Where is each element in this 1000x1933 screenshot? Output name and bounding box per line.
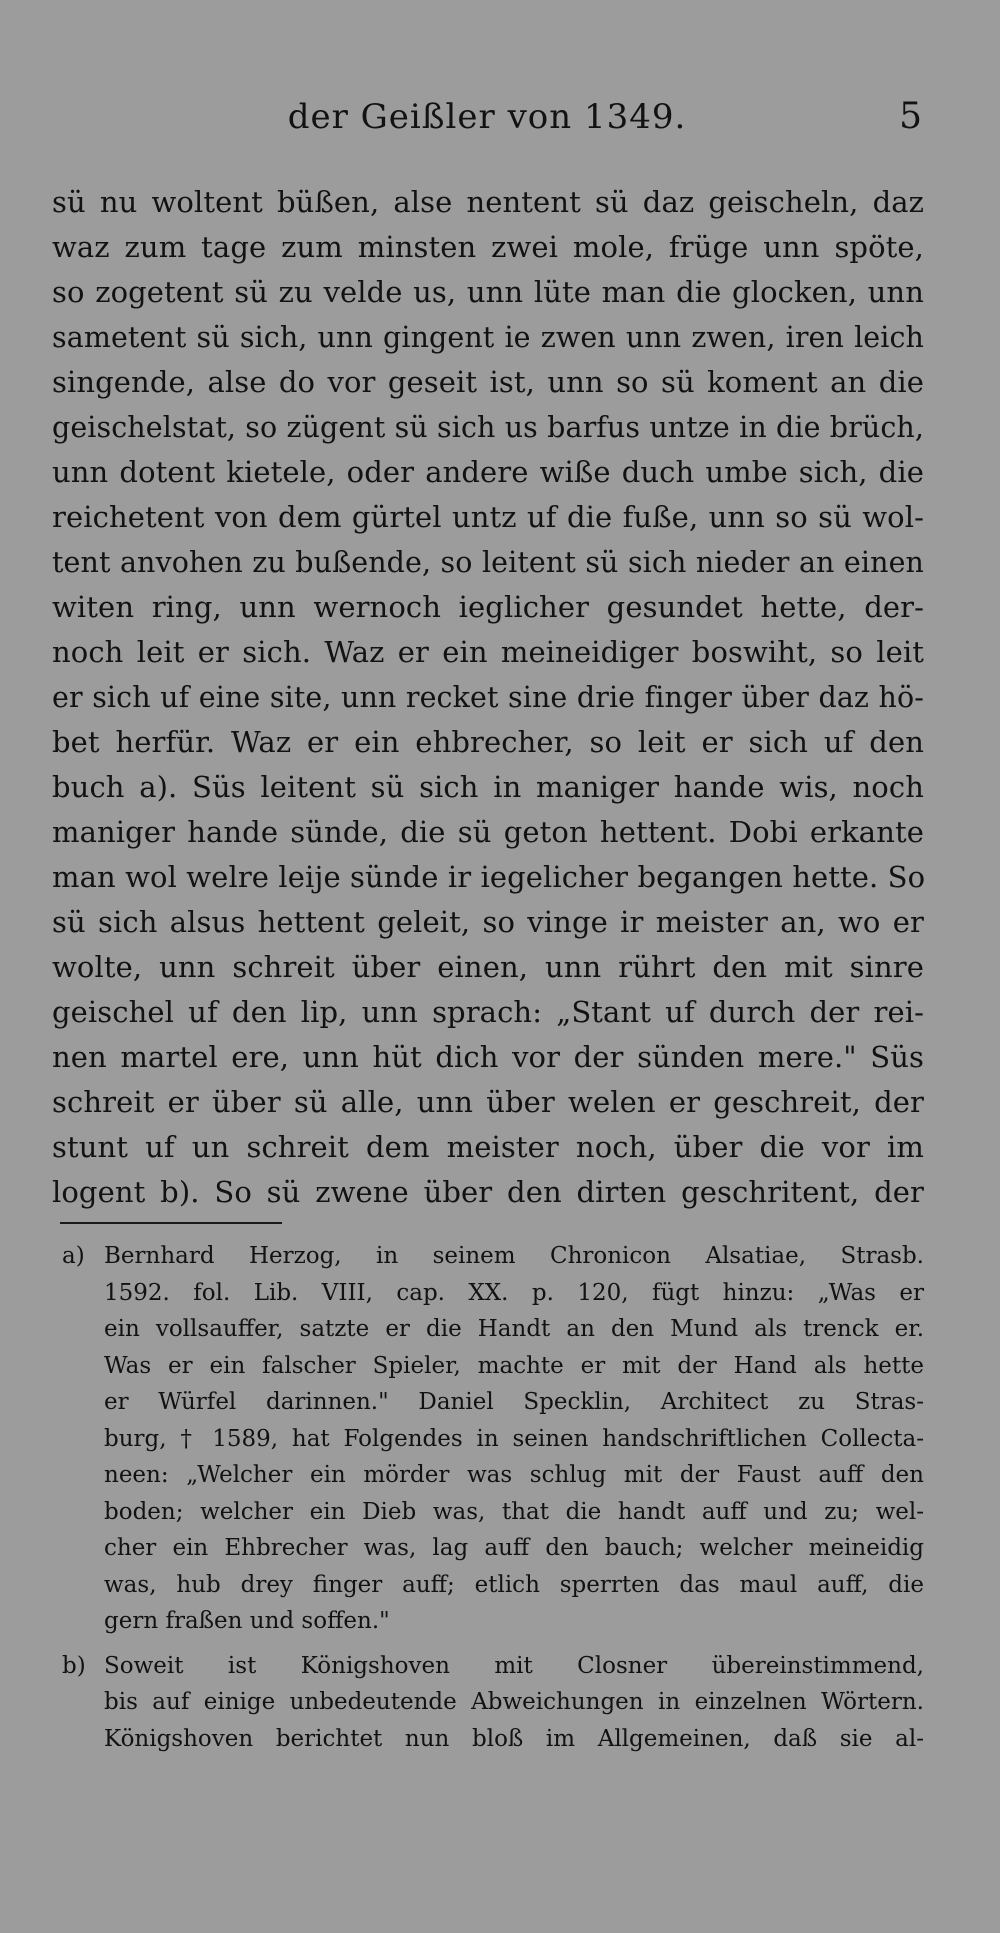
footnote-line: burg, † 1589, hat Folgendes in seinen handschriftlichen Collecta- xyxy=(104,1425,924,1452)
running-title: der Geißler von 1349. xyxy=(287,97,687,137)
footnote-b xyxy=(62,1648,924,1758)
body-line: geischel uf den lip, unn sprach: „Stant uf durch der rei- xyxy=(52,995,924,1029)
page-number: 5 xyxy=(899,96,922,137)
footnote-line: 1592. fol. Lib. VIII, cap. XX. p. 120, fügt hinzu: „Was er xyxy=(104,1279,924,1306)
body-line: noch leit er sich. Waz er ein meineidiger boswiht, so leit xyxy=(52,635,924,669)
footnote-line: Königshoven berichtet nun bloß im Allgemeinen, daß sie al- xyxy=(104,1725,924,1752)
body-line: sü sich alsus hettent geleit, so vinge ir meister an, wo er xyxy=(52,905,924,939)
footnote-a xyxy=(62,1238,924,1640)
body-line: wolte, unn schreit über einen, unn rührt den mit sinre xyxy=(52,950,924,984)
footnote-line: ein vollsauffer, satzte er die Handt an den Mund als trenck er. xyxy=(104,1316,924,1342)
running-head xyxy=(52,92,922,142)
body-text xyxy=(52,180,924,1215)
body-line: bet herfür. Waz er ein ehbrecher, so leit er sich uf den xyxy=(52,725,924,759)
footnote-line: gern fraßen und soffen." xyxy=(104,1608,390,1634)
body-line: logent b). So sü zwene über den dirten geschritent, der xyxy=(52,1175,924,1209)
footnote-text: Bernhard Herzog, in seinem Chronicon Alsatiae, Strasb. xyxy=(104,1243,924,1269)
body-line: stunt uf un schreit dem meister noch, über die vor im xyxy=(52,1130,924,1164)
body-line: singende, alse do vor geseit ist, unn so sü koment an die xyxy=(52,365,924,399)
footnote-line: was, hub drey finger auff; etlich sperrten das maul auff, die xyxy=(104,1571,924,1598)
body-line: nen martel ere, unn hüt dich vor der sünden mere." Süs xyxy=(52,1040,924,1074)
body-line: unn dotent kietele, oder andere wiße duch umbe sich, die xyxy=(52,455,924,489)
body-line: sü nu woltent büßen, alse nentent sü daz geischeln, daz xyxy=(52,185,924,219)
footnote-text: Soweit ist Königshoven mit Closner übereinstimmend, xyxy=(104,1652,924,1679)
footnote-line: bis auf einige unbedeutende Abweichungen in einzelnen Wörtern. xyxy=(104,1689,924,1715)
body-line: reichetent von dem gürtel untz uf die fuße, unn so sü wol- xyxy=(52,500,924,534)
footnote-marker: a) xyxy=(62,1243,85,1269)
body-line: maniger hande sünde, die sü geton hettent. Dobi erkante xyxy=(52,815,924,849)
body-line: witen ring, unn wernoch ieglicher gesundet hette, der- xyxy=(52,590,924,624)
body-line: so zogetent sü zu velde us, unn lüte man die glocken, unn xyxy=(52,275,924,309)
body-line: tent anvohen zu bußende, so leitent sü sich nieder an einen xyxy=(52,546,924,579)
body-line: geischelstat, so zügent sü sich us barfus untze in die brüch, xyxy=(52,411,924,444)
footnote-line xyxy=(62,1648,924,1685)
footnote-line: Was er ein falscher Spieler, machte er mit der Hand als hette xyxy=(104,1352,924,1379)
body-line: er sich uf eine site, unn recket sine drie finger über daz hö- xyxy=(52,681,924,714)
footnote-marker: b) xyxy=(62,1652,86,1679)
body-line: waz zum tage zum minsten zwei mole, früge unn spöte, xyxy=(52,230,924,264)
body-line: sametent sü sich, unn gingent ie zwen unn zwen, iren leich xyxy=(52,321,924,354)
footnote-line: boden; welcher ein Dieb was, that die handt auff und zu; wel- xyxy=(104,1498,924,1525)
body-line: buch a). Süs leitent sü sich in maniger hande wis, noch xyxy=(52,770,924,804)
footnote-line: er Würfel darinnen." Daniel Specklin, Architect zu Stras- xyxy=(104,1389,924,1415)
body-line: man wol welre leije sünde ir iegelicher begangen hette. So xyxy=(52,860,926,894)
footnote-line: cher ein Ehbrecher was, lag auff den bauch; welcher meineidig xyxy=(104,1535,924,1561)
footnote-line: neen: „Welcher ein mörder was schlug mit der Faust auff den xyxy=(104,1462,924,1488)
footnote-rule xyxy=(60,1222,282,1224)
footnote-line xyxy=(62,1238,924,1275)
footnotes xyxy=(62,1238,924,1757)
body-line: schreit er über sü alle, unn über welen er geschreit, der xyxy=(52,1085,924,1119)
